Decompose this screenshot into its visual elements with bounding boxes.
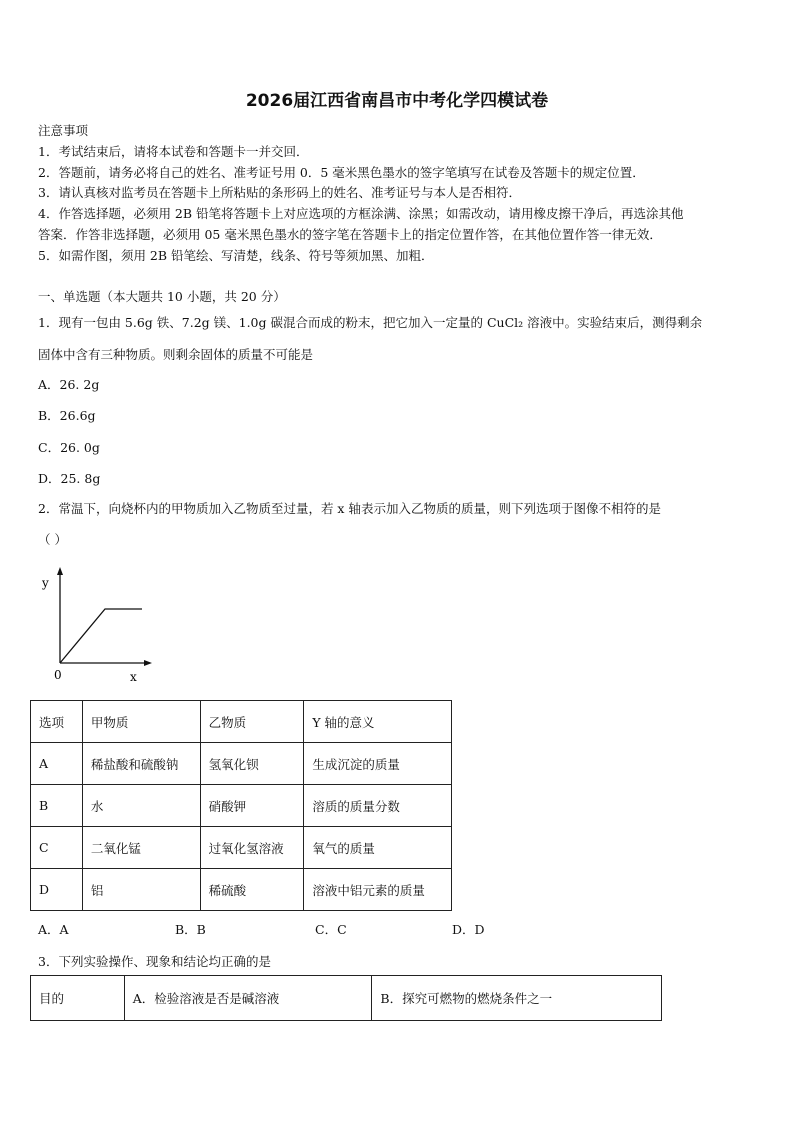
option-d: D．25. 8g <box>38 471 101 486</box>
option-b: B．26.6g <box>38 408 96 423</box>
question-3-text: 3．下列实验操作、现象和结论均正确的是 <box>38 954 271 969</box>
table-cell: D <box>31 869 83 911</box>
notice-item: 答案．作答非选择题，必须用 05 毫米黑色墨水的签字笔在答题卡上的指定位置作答，在其他位置作答一律无效． <box>38 227 662 242</box>
q2-graph <box>38 565 158 690</box>
option-c: C．26. 0g <box>38 440 100 455</box>
question-1-text: 固体中含有三种物质。则剩余固体的质量不可能是 <box>38 347 314 362</box>
table-cell: 溶液中铝元素的质量 <box>304 869 452 911</box>
notice-item: 1．考试结束后，请将本试卷和答题卡一并交回． <box>38 144 309 159</box>
q3-table <box>30 975 662 1021</box>
table-cell: 稀硫酸 <box>200 869 304 911</box>
table-cell: 硝酸钾 <box>200 785 304 827</box>
table-cell: B <box>31 785 83 827</box>
question-2-text: 2．常温下，向烧杯内的甲物质加入乙物质至过量，若 x 轴表示加入乙物质的质量，则下列选项于图像不相符的是 <box>38 501 661 516</box>
table-cell: Y 轴的意义 <box>304 701 452 743</box>
option-b: B．B <box>175 922 206 937</box>
notice-item: 2．答题前，请务必将自己的姓名、准考证号用 0．5 毫米黑色墨水的签字笔填写在试卷及答题卡的规定位置． <box>38 165 645 180</box>
table-cell: 稀盐酸和硫酸钠 <box>82 743 200 785</box>
table-cell: C <box>31 827 83 869</box>
table-cell: 过氧化氢溶液 <box>200 827 304 869</box>
option-a: A．A <box>38 922 69 937</box>
table-cell: 铝 <box>82 869 200 911</box>
x-axis-arrow <box>144 660 152 666</box>
page-title: 2026届江西省南昌市中考化学四模试卷 <box>245 91 549 111</box>
table-row <box>31 976 662 1021</box>
origin-label: 0 <box>54 668 62 682</box>
question-2-text: （ ） <box>38 532 67 547</box>
table-row <box>31 827 452 869</box>
table-cell: 甲物质 <box>82 701 200 743</box>
table-cell: 氧气的质量 <box>304 827 452 869</box>
table-cell: 溶质的质量分数 <box>304 785 452 827</box>
table-cell: 水 <box>82 785 200 827</box>
table-row <box>31 743 452 785</box>
y-axis-arrow <box>57 567 63 575</box>
option-c: C．C <box>315 922 347 937</box>
table-cell: 氢氧化钡 <box>200 743 304 785</box>
table-cell: A <box>31 743 83 785</box>
q2-table <box>30 700 452 911</box>
graph-curve <box>60 609 142 663</box>
option-d: D．D <box>452 922 485 937</box>
table-row <box>31 785 452 827</box>
option-a: A．26. 2g <box>38 377 100 392</box>
section-heading: 一、单选题（本大题共 10 小题，共 20 分） <box>38 289 286 304</box>
question-1-text: 1．现有一包由 5.6g 铁、7.2g 镁、1.0g 碳混合而成的粉末，把它加入一定量的 CuCl₂ 溶液中。实验结束后，测得剩余 <box>38 315 703 330</box>
x-axis-label: x <box>130 670 137 684</box>
table-cell: 目的 <box>31 976 125 1021</box>
table-header-row <box>31 701 452 743</box>
table-row <box>31 869 452 911</box>
notice-item: 3．请认真核对监考员在答题卡上所粘贴的条形码上的姓名、准考证号与本人是否相符． <box>38 185 521 200</box>
notice-heading: 注意事项 <box>38 123 89 138</box>
table-cell: 生成沉淀的质量 <box>304 743 452 785</box>
table-cell: 二氧化锰 <box>82 827 200 869</box>
table-cell: B．探究可燃物的燃烧条件之一 <box>372 976 662 1021</box>
table-cell: 选项 <box>31 701 83 743</box>
notice-item: 4．作答选择题，必须用 2B 铅笔将答题卡上对应选项的方框涂满、涂黑；如需改动，请用橡皮擦干净后，再选涂其他 <box>38 206 684 221</box>
notice-item: 5．如需作图，须用 2B 铅笔绘、写清楚，线条、符号等须加黑、加粗． <box>38 248 434 263</box>
table-cell: 乙物质 <box>200 701 304 743</box>
table-cell: A．检验溶液是否是碱溶液 <box>124 976 372 1021</box>
y-axis-label: y <box>42 576 49 590</box>
